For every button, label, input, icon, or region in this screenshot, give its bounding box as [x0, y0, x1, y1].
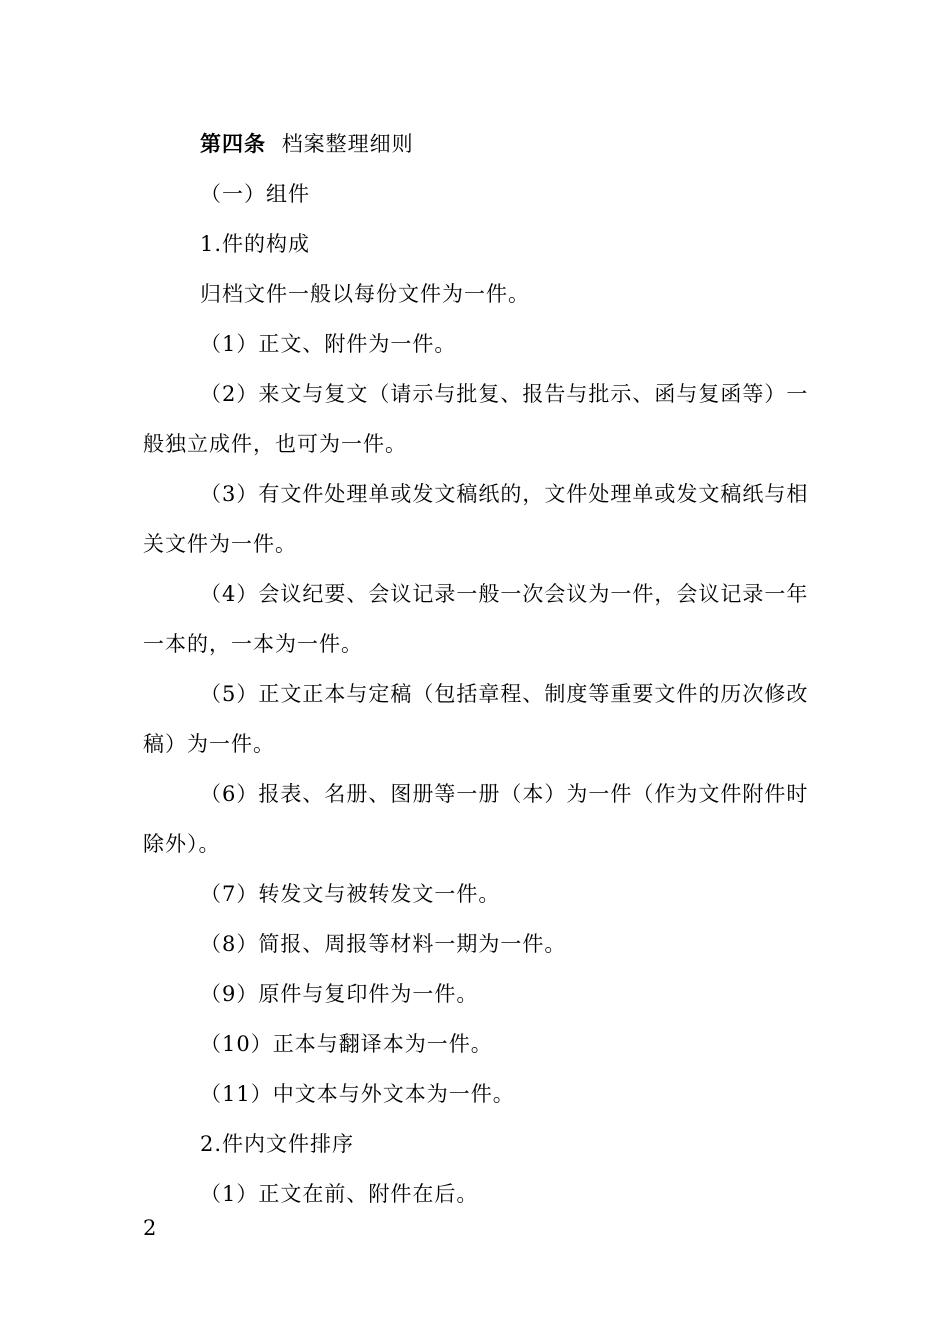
list-item: （3）有文件处理单或发文稿纸的，文件处理单或发文稿纸与相 [200, 482, 809, 506]
list-item-continuation: 般独立成件，也可为一件。 [143, 432, 407, 456]
list-item: （7）转发文与被转发文一件。 [200, 882, 501, 906]
list-item: （2）来文与复文（请示与批复、报告与批示、函与复函等）一 [200, 382, 809, 406]
list-item-continuation: 除外）。 [143, 832, 221, 856]
list-item-continuation: 一本的，一本为一件。 [143, 632, 363, 656]
list-item: （6）报表、名册、图册等一册（本）为一件（作为文件附件时 [200, 782, 809, 806]
list-item: （4）会议纪要、会议记录一般一次会议为一件，会议记录一年 [200, 582, 809, 606]
subsection-title: 1.件的构成 [200, 232, 311, 256]
article-heading-line [200, 130, 414, 158]
section-label: （一）组件 [200, 182, 310, 206]
page-number: 2 [143, 1216, 157, 1240]
list-item: （1）正文、附件为一件。 [200, 332, 457, 356]
list-item: （8）简报、周报等材料一期为一件。 [200, 932, 567, 956]
list-item-continuation: 稿）为一件。 [143, 732, 275, 756]
list-item: （11）中文本与外文本为一件。 [200, 1082, 515, 1106]
list-item: （1）正文在前、附件在后。 [200, 1182, 479, 1206]
paragraph: 归档文件一般以每份文件为一件。 [200, 282, 530, 306]
list-item: （10）正本与翻译本为一件。 [200, 1032, 493, 1056]
article-title: 档案整理细则 [281, 132, 414, 156]
article-number: 第四条 [200, 131, 266, 156]
list-item: （5）正文正本与定稿（包括章程、制度等重要文件的历次修改 [200, 682, 809, 706]
list-item-continuation: 关文件为一件。 [143, 532, 297, 556]
list-item: （9）原件与复印件为一件。 [200, 982, 479, 1006]
subsection-title: 2.件内文件排序 [200, 1132, 355, 1156]
